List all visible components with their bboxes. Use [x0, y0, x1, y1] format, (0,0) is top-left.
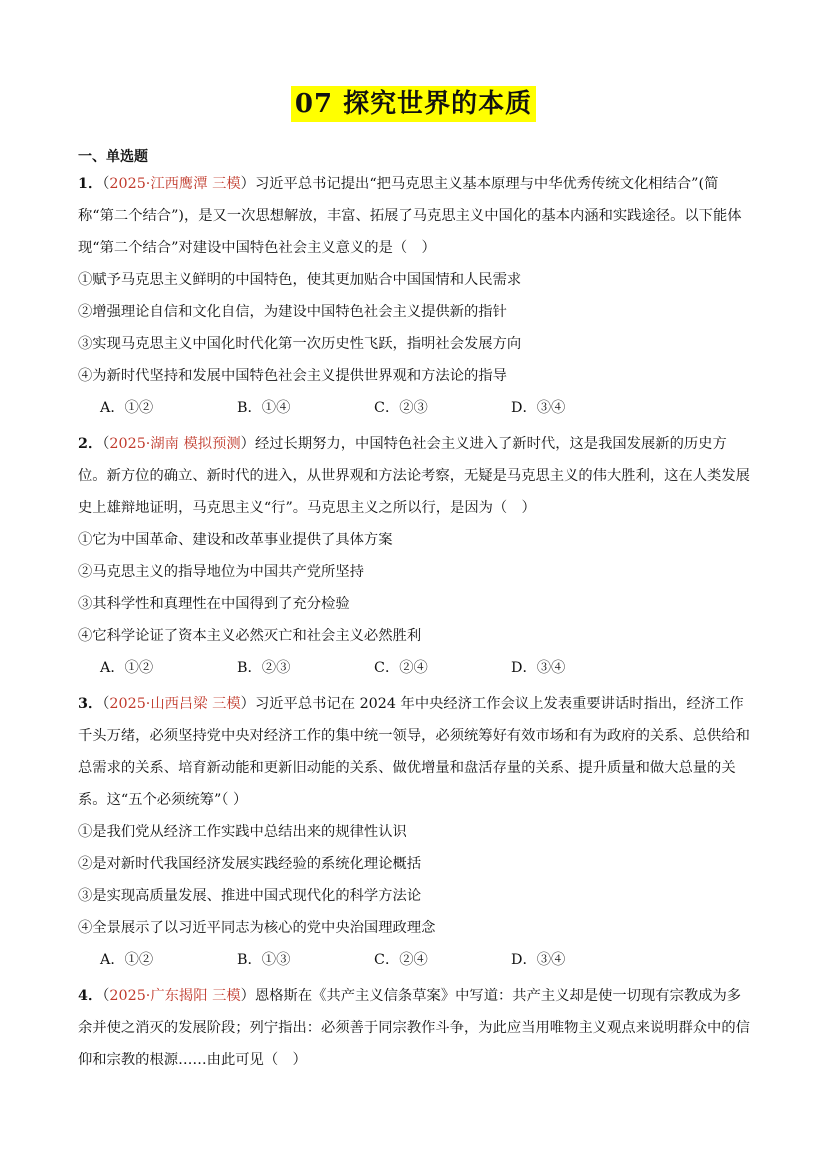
choice-a[interactable]: A．①② [100, 400, 154, 416]
question-number: 2． [78, 436, 103, 452]
question-number: 1． [78, 176, 103, 192]
question-1 [78, 168, 750, 424]
choice-d[interactable]: D．③④ [511, 952, 566, 968]
choice-d[interactable]: D．③④ [511, 660, 566, 676]
statement-3: ③是实现高质量发展、推进中国式现代化的科学方法论 [78, 888, 422, 904]
choice-a[interactable]: A．①② [100, 952, 154, 968]
answer-choices [78, 392, 750, 424]
answer-choices [78, 944, 750, 976]
statement-3: ③实现马克思主义中国化时代化第一次历史性飞跃，指明社会发展方向 [78, 336, 522, 352]
question-stem: 4．（2025·广东揭阳 三模）恩格斯在《共产主义信条草案》中写道：共产主义却是使一切现有宗教成为多余并使之消灭的发展阶段；列宁指出：必须善于同宗教作斗争，为此应当用唯物主义观点来说明群众中的信仰和宗教的根源……由此可见（ ） [78, 988, 750, 1068]
question-source: （2025·山西吕梁 三模） [102, 696, 255, 712]
statement-2: ②增强理论自信和文化自信，为建设中国特色社会主义提供新的指针 [78, 304, 507, 320]
question-number: 3． [78, 696, 103, 712]
choice-b[interactable]: B．①③ [237, 952, 291, 968]
statement-1: ①赋予马克思主义鲜明的中国特色，使其更加贴合中国国情和人民需求 [78, 272, 522, 288]
question-source: （2025·广东揭阳 三模） [102, 988, 255, 1004]
statement-2: ②马克思主义的指导地位为中国共产党所坚持 [78, 564, 364, 580]
question-2 [78, 428, 750, 684]
question-source: （2025·湖南 模拟预测） [102, 436, 255, 452]
statement-4: ④全景展示了以习近平同志为核心的党中央治国理政理念 [78, 920, 436, 936]
section-heading: 一、单选题 [78, 149, 148, 165]
answer-choices [78, 652, 750, 684]
question-stem: 3．（2025·山西吕梁 三模）习近平总书记在 2024 年中央经济工作会议上发表重要讲话时指出，经济工作千头万绪，必须坚持党中央对经济工作的集中统一领导，必须统筹好有效市场和有为政府的关系、总供给和总需求的关系、培育新动能和更新旧动能的关系、做优增量和盘活存量的关系、提升质量和做大总量的关系。这“五个必须统筹”（ ） [78, 696, 750, 808]
page-title: 07 探究世界的本质 [291, 86, 536, 122]
choice-b[interactable]: B．①④ [237, 400, 291, 416]
statement-3: ③其科学性和真理性在中国得到了充分检验 [78, 596, 350, 612]
question-stem: 2．（2025·湖南 模拟预测）经过长期努力，中国特色社会主义进入了新时代，这是我国发展新的历史方位。新方位的确立、新时代的进入，从世界观和方法论考察，无疑是马克思主义的伟大胜利，这在人类发展史上雄辩地证明，马克思主义“行”。马克思主义之所以行，是因为（ ） [78, 436, 750, 516]
choice-c[interactable]: C．②③ [374, 400, 428, 416]
choice-a[interactable]: A．①② [100, 660, 154, 676]
statement-1: ①是我们党从经济工作实践中总结出来的规律性认识 [78, 824, 407, 840]
choice-b[interactable]: B．②③ [237, 660, 291, 676]
question-4 [78, 980, 750, 1076]
question-number: 4． [78, 988, 103, 1004]
statement-1: ①它为中国革命、建设和改革事业提供了具体方案 [78, 532, 393, 548]
statement-2: ②是对新时代我国经济发展实践经验的系统化理论概括 [78, 856, 422, 872]
statement-4: ④为新时代坚持和发展中国特色社会主义提供世界观和方法论的指导 [78, 368, 507, 384]
choice-d[interactable]: D．③④ [511, 400, 566, 416]
choice-c[interactable]: C．②④ [374, 660, 428, 676]
statement-4: ④它科学论证了资本主义必然灭亡和社会主义必然胜利 [78, 628, 422, 644]
question-source: （2025·江西鹰潭 三模） [102, 176, 255, 192]
question-3 [78, 688, 750, 976]
question-stem: 1．（2025·江西鹰潭 三模）习近平总书记提出“把马克思主义基本原理与中华优秀传统文化相结合”(简称“第二个结合”)，是又一次思想解放，丰富、拓展了马克思主义中国化的基本内涵和实践途径。以下能体现“第二个结合”对建设中国特色社会主义意义的是（ ） [78, 176, 742, 256]
choice-c[interactable]: C．②④ [374, 952, 428, 968]
